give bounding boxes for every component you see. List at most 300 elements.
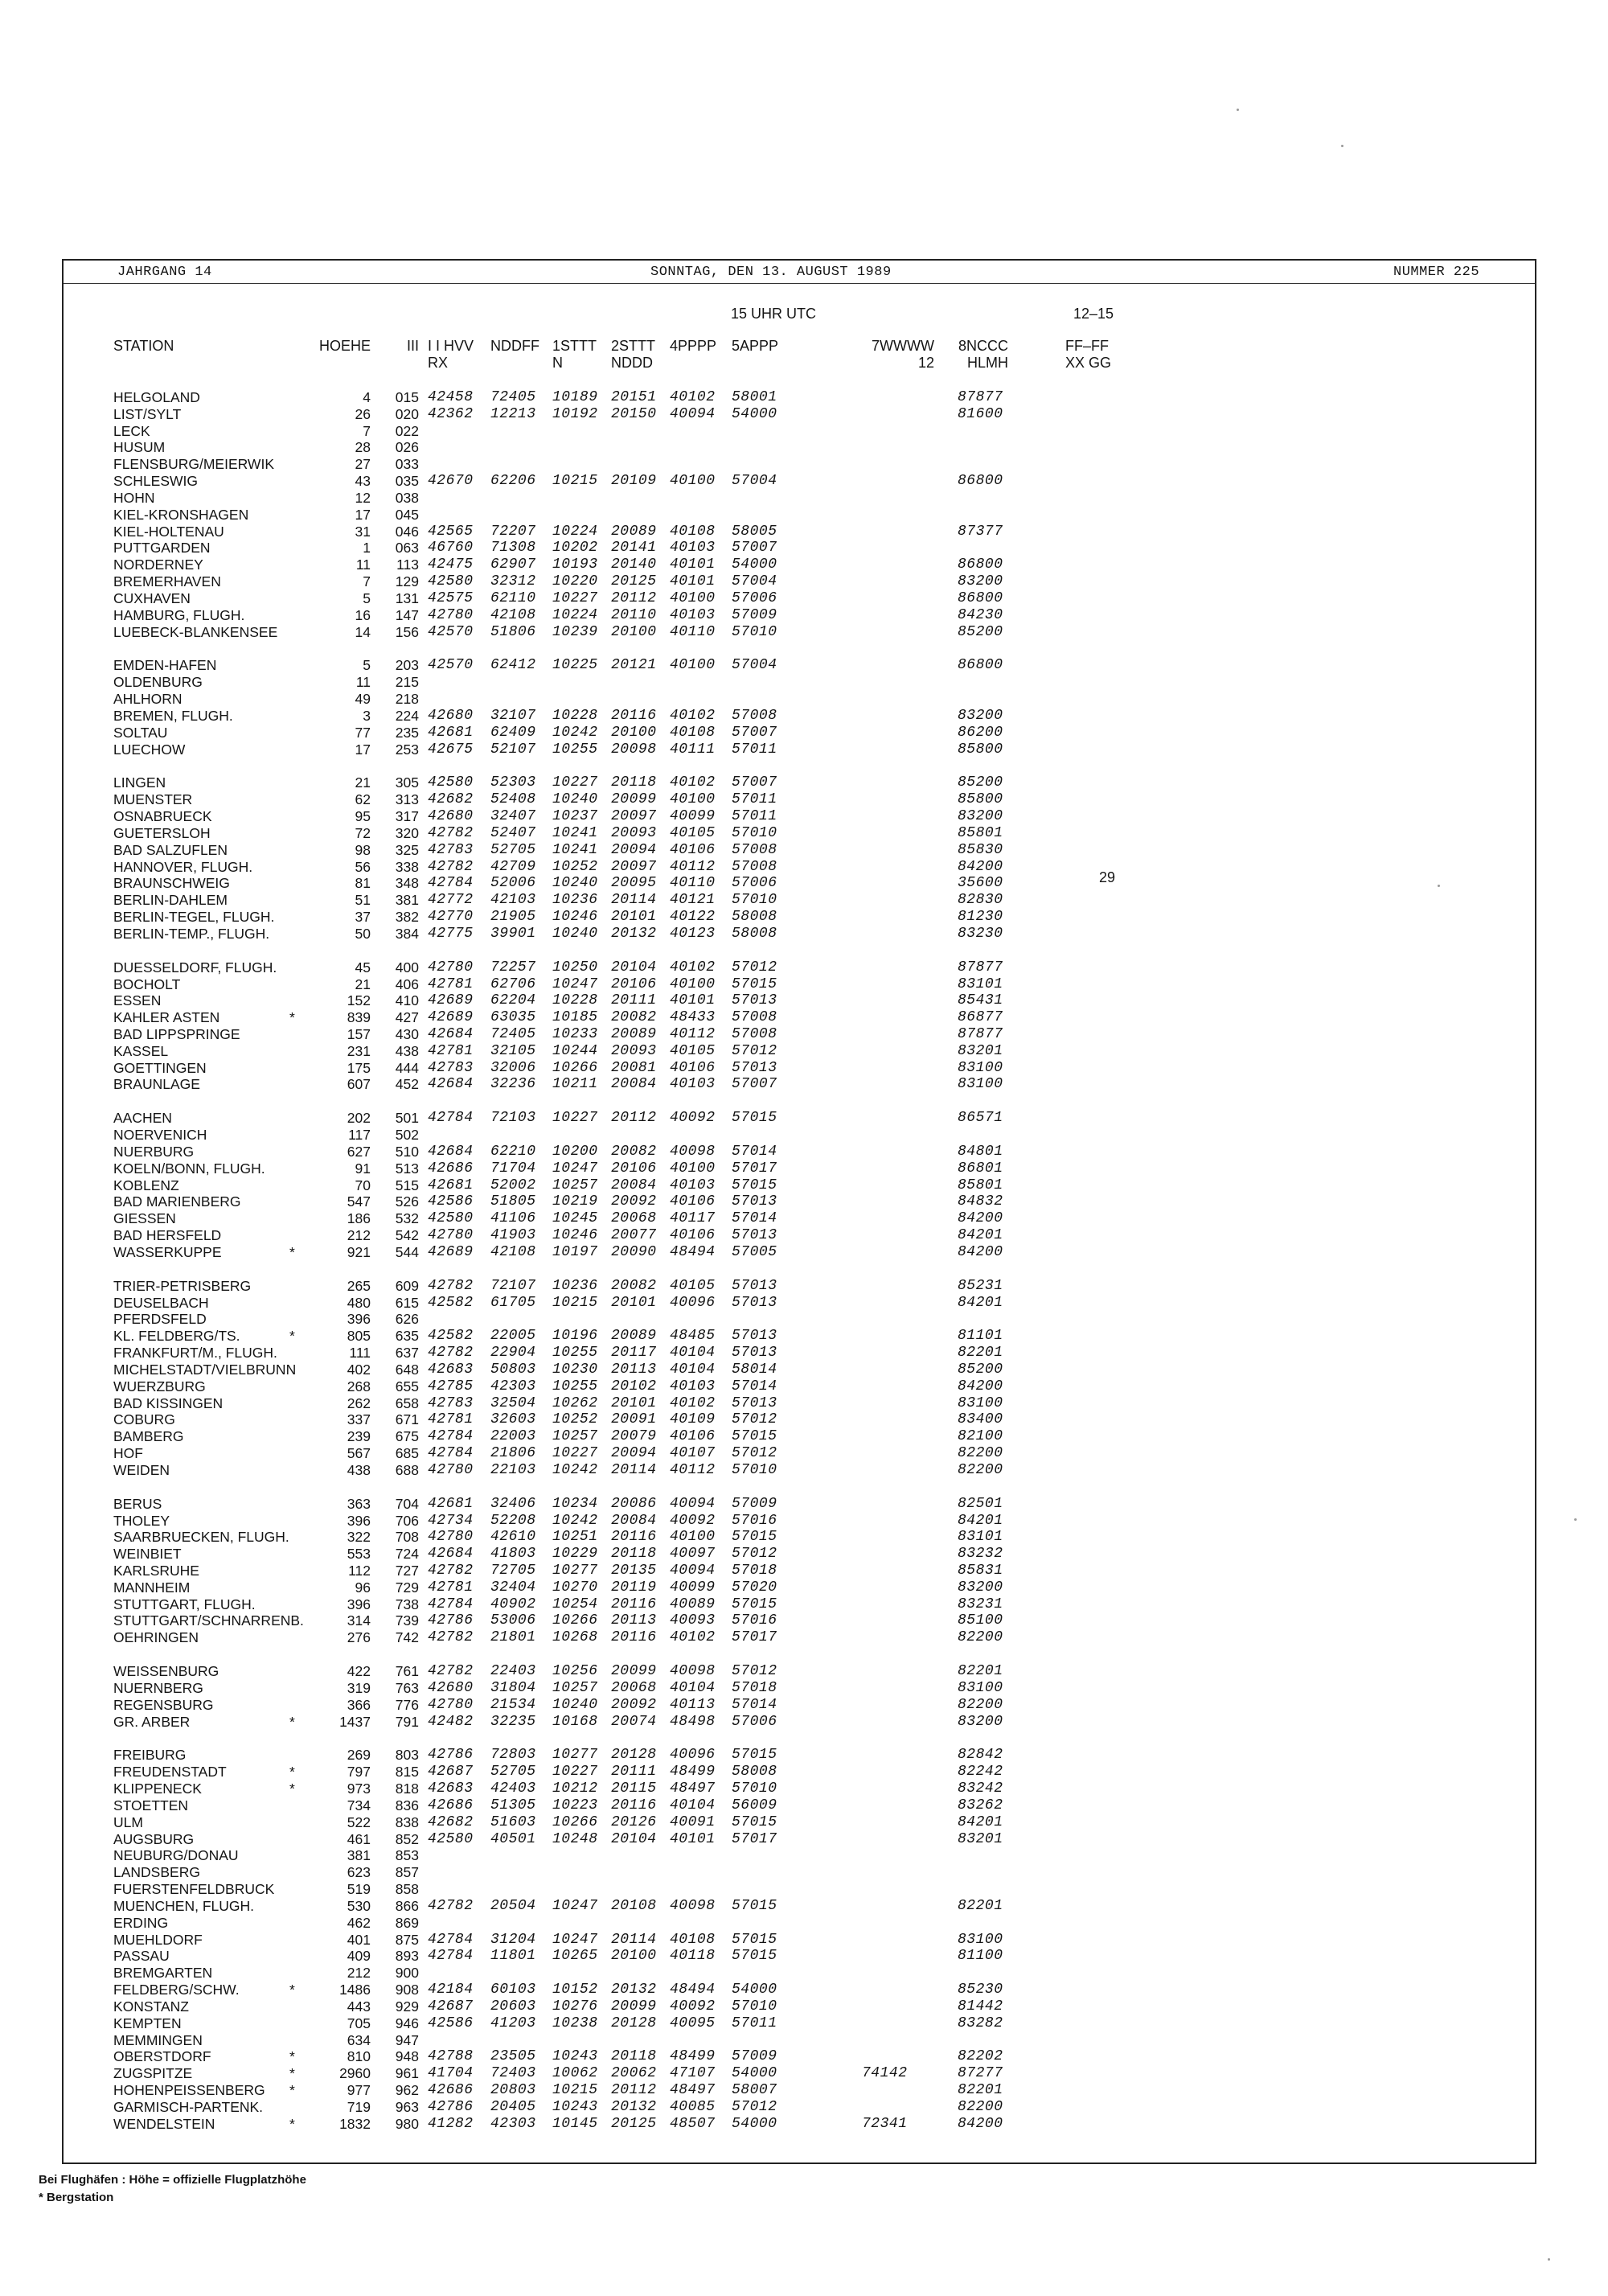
code-hvv: 42682 — [428, 791, 474, 808]
code-1sttt: 10220 — [552, 573, 598, 590]
code-hvv: 42686 — [428, 2082, 474, 2099]
code-4pppp: 40089 — [670, 1596, 716, 1612]
code-4pppp: 40100 — [670, 657, 716, 674]
station-height: 2960 — [339, 2065, 371, 2082]
station-height: 14 — [355, 623, 371, 640]
code-nddff: 42103 — [490, 892, 536, 909]
code-4pppp: 40102 — [670, 774, 716, 791]
station-name: HOHN — [113, 489, 155, 506]
station-name: DEUSELBACH — [113, 1294, 209, 1311]
col-station: STATION — [113, 338, 174, 354]
station-name: LECK — [113, 422, 150, 439]
code-1sttt: 10255 — [552, 1378, 598, 1394]
code-1sttt: 10215 — [552, 2082, 598, 2099]
code-4pppp: 40108 — [670, 523, 716, 540]
code-nddff: 72103 — [490, 1110, 536, 1127]
station-height: 91 — [355, 1160, 371, 1177]
station-name: BRAUNSCHWEIG — [113, 875, 230, 892]
code-nddff: 32107 — [490, 707, 536, 724]
code-4pppp: 40100 — [670, 1160, 716, 1177]
table-row — [64, 456, 1535, 473]
code-1sttt: 10197 — [552, 1243, 598, 1260]
code-4pppp: 40107 — [670, 1445, 716, 1462]
station-height: 973 — [347, 1781, 371, 1797]
code-hvv: 42782 — [428, 1663, 474, 1680]
code-hvv: 41282 — [428, 2115, 474, 2132]
code-5appp: 57008 — [732, 858, 777, 875]
table-row — [64, 1663, 1535, 1680]
code-5appp: 57009 — [732, 606, 777, 623]
table-row — [64, 1462, 1535, 1479]
table-row — [64, 1513, 1535, 1530]
code-2sttt: 20084 — [611, 1076, 657, 1093]
code-8nccc: 85200 — [958, 1361, 1003, 1378]
code-5appp: 57013 — [732, 992, 777, 1009]
station-name: FRANKFURT/M., FLUGH. — [113, 1345, 277, 1362]
code-2sttt: 20140 — [611, 557, 657, 573]
station-name: MICHELSTADT/VIELBRUNN — [113, 1361, 297, 1378]
station-number: 818 — [395, 1781, 419, 1797]
code-8nccc: 83101 — [958, 975, 1003, 992]
code-4pppp: 40112 — [670, 858, 716, 875]
table-row — [64, 1378, 1535, 1395]
station-number: 963 — [395, 2098, 419, 2115]
code-8nccc: 82100 — [958, 1428, 1003, 1445]
station-number: 038 — [395, 489, 419, 506]
station-height: 402 — [347, 1361, 371, 1378]
code-nddff: 52107 — [490, 741, 536, 758]
code-hvv: 42680 — [428, 1679, 474, 1696]
mountain-marker: * — [289, 1328, 295, 1345]
code-nddff: 52408 — [490, 791, 536, 808]
code-2sttt: 20110 — [611, 606, 657, 623]
table-row — [64, 1160, 1535, 1177]
code-2sttt: 20116 — [611, 1596, 657, 1612]
code-nddff: 21801 — [490, 1629, 536, 1646]
code-1sttt: 10276 — [552, 1998, 598, 2015]
table-row — [64, 976, 1535, 993]
station-name: WEIDEN — [113, 1461, 170, 1478]
code-2sttt: 20097 — [611, 808, 657, 825]
code-hvv: 42781 — [428, 1042, 474, 1059]
code-1sttt: 10241 — [552, 841, 598, 858]
code-5appp: 57008 — [732, 841, 777, 858]
speck — [1438, 885, 1440, 887]
station-height: 12 — [355, 489, 371, 506]
code-5appp: 57006 — [732, 1713, 777, 1730]
station-height: 265 — [347, 1277, 371, 1294]
code-5appp: 54000 — [732, 2065, 777, 2082]
code-hvv: 42570 — [428, 657, 474, 674]
code-hvv: 42784 — [428, 1948, 474, 1965]
code-nddff: 51603 — [490, 1813, 536, 1830]
station-height: 16 — [355, 606, 371, 623]
group-gap — [64, 1479, 1535, 1496]
code-hvv: 42772 — [428, 892, 474, 909]
code-hvv: 42582 — [428, 1294, 474, 1311]
code-hvv: 42680 — [428, 808, 474, 825]
station-height: 797 — [347, 1764, 371, 1781]
table-row — [64, 1764, 1535, 1781]
table-row — [64, 540, 1535, 557]
code-5appp: 57007 — [732, 540, 777, 557]
code-4pppp: 40118 — [670, 1948, 716, 1965]
station-number: 742 — [395, 1629, 419, 1646]
mountain-marker: * — [289, 1713, 295, 1730]
station-height: 37 — [355, 909, 371, 926]
code-2sttt: 20095 — [611, 875, 657, 892]
code-8nccc: 83231 — [958, 1596, 1003, 1612]
code-8nccc: 83100 — [958, 1679, 1003, 1696]
code-5appp: 57012 — [732, 2098, 777, 2115]
station-name: KLIPPENECK — [113, 1781, 202, 1797]
table-row — [64, 2065, 1535, 2082]
code-4pppp: 40100 — [670, 791, 716, 808]
code-1sttt: 10265 — [552, 1948, 598, 1965]
table-row — [64, 1445, 1535, 1462]
code-5appp: 57013 — [732, 1277, 777, 1294]
station-name: GUETERSLOH — [113, 824, 211, 841]
code-4pppp: 40104 — [670, 1361, 716, 1378]
station-number: 147 — [395, 606, 419, 623]
station-number: 836 — [395, 1797, 419, 1813]
code-8nccc: 82201 — [958, 1663, 1003, 1680]
code-4pppp: 48494 — [670, 1243, 716, 1260]
code-2sttt: 20116 — [611, 1629, 657, 1646]
code-hvv: 42780 — [428, 1696, 474, 1713]
station-name: WEINBIET — [113, 1546, 182, 1563]
station-height: 366 — [347, 1696, 371, 1713]
station-name: BREMERHAVEN — [113, 573, 221, 590]
code-5appp: 58001 — [732, 389, 777, 405]
code-5appp: 57004 — [732, 473, 777, 490]
station-height: 7 — [363, 422, 371, 439]
station-name: STUTTGART/SCHNARRENB. — [113, 1612, 304, 1629]
table-row — [64, 1144, 1535, 1160]
station-number: 544 — [395, 1243, 419, 1260]
station-number: 015 — [395, 389, 419, 405]
code-5appp: 57011 — [732, 808, 777, 825]
code-2sttt: 20112 — [611, 1110, 657, 1127]
code-nddff: 62409 — [490, 724, 536, 741]
station-height: 17 — [355, 506, 371, 523]
group-gap — [64, 640, 1535, 657]
code-2sttt: 20102 — [611, 1378, 657, 1394]
code-8nccc: 83100 — [958, 1076, 1003, 1093]
code-5appp: 57004 — [732, 573, 777, 590]
code-8nccc: 84801 — [958, 1143, 1003, 1160]
station-number: 400 — [395, 959, 419, 975]
code-5appp: 57015 — [732, 1948, 777, 1965]
code-8nccc: 82200 — [958, 1696, 1003, 1713]
station-name: FELDBERG/SCHW. — [113, 1982, 240, 1998]
station-name: ULM — [113, 1813, 143, 1830]
station-number: 761 — [395, 1663, 419, 1680]
code-nddff: 32235 — [490, 1713, 536, 1730]
code-hvv: 42687 — [428, 1764, 474, 1781]
code-4pppp: 40122 — [670, 909, 716, 926]
code-1sttt: 10227 — [552, 589, 598, 606]
station-name: KIEL-KRONSHAGEN — [113, 506, 249, 523]
mountain-marker: * — [289, 1764, 295, 1781]
station-number: 704 — [395, 1495, 419, 1512]
station-number: 410 — [395, 992, 419, 1009]
station-height: 21 — [355, 975, 371, 992]
station-number: 980 — [395, 2115, 419, 2132]
code-4pppp: 40106 — [670, 1193, 716, 1210]
code-hvv: 42475 — [428, 557, 474, 573]
station-height: 51 — [355, 892, 371, 909]
code-4pppp: 40100 — [670, 473, 716, 490]
code-8nccc: 86571 — [958, 1110, 1003, 1127]
table-row — [64, 389, 1535, 406]
station-height: 70 — [355, 1177, 371, 1193]
code-hvv: 42782 — [428, 1563, 474, 1579]
code-1sttt: 10237 — [552, 808, 598, 825]
code-nddff: 42403 — [490, 1781, 536, 1797]
station-name: FLENSBURG/MEIERWIK — [113, 456, 274, 473]
code-nddff: 32603 — [490, 1411, 536, 1428]
code-nddff: 22003 — [490, 1428, 536, 1445]
table-row — [64, 1529, 1535, 1546]
station-number: 815 — [395, 1764, 419, 1781]
station-number: 382 — [395, 909, 419, 926]
code-nddff: 62412 — [490, 657, 536, 674]
code-nddff: 53006 — [490, 1612, 536, 1629]
table-row — [64, 1395, 1535, 1412]
station-height: 396 — [347, 1311, 371, 1328]
table-row — [64, 1546, 1535, 1563]
station-number: 739 — [395, 1612, 419, 1629]
code-4pppp: 40103 — [670, 540, 716, 557]
code-1sttt: 10242 — [552, 724, 598, 741]
code-nddff: 41803 — [490, 1546, 536, 1563]
station-height: 95 — [355, 808, 371, 825]
code-1sttt: 10243 — [552, 2048, 598, 2065]
code-nddff: 42709 — [490, 858, 536, 875]
table-row — [64, 423, 1535, 440]
code-nddff: 20603 — [490, 1998, 536, 2015]
table-row — [64, 657, 1535, 674]
code-4pppp: 40097 — [670, 1546, 716, 1563]
code-8nccc: 81230 — [958, 909, 1003, 926]
code-2sttt: 20111 — [611, 992, 657, 1009]
code-nddff: 52002 — [490, 1177, 536, 1193]
mountain-marker: * — [289, 2065, 295, 2082]
station-name: KONSTANZ — [113, 1998, 189, 2015]
code-8nccc: 86800 — [958, 589, 1003, 606]
station-number: 724 — [395, 1546, 419, 1563]
col-hvv: I I HVV RX — [428, 338, 474, 371]
station-name: BAD KISSINGEN — [113, 1394, 224, 1411]
table-row — [64, 1881, 1535, 1898]
code-hvv: 42786 — [428, 2098, 474, 2115]
code-1sttt: 10223 — [552, 1797, 598, 1813]
code-nddff: 32404 — [490, 1579, 536, 1596]
table-row — [64, 1612, 1535, 1629]
station-number: 708 — [395, 1529, 419, 1546]
station-height: 62 — [355, 791, 371, 808]
station-name: SCHLESWIG — [113, 473, 199, 490]
station-height: 810 — [347, 2048, 371, 2065]
station-height: 11 — [355, 674, 371, 691]
code-2sttt: 20106 — [611, 975, 657, 992]
station-height: 111 — [349, 1345, 371, 1362]
code-8nccc: 87877 — [958, 389, 1003, 405]
station-name: KIEL-HOLTENAU — [113, 523, 224, 540]
code-2sttt: 20150 — [611, 405, 657, 422]
code-4pppp: 40123 — [670, 925, 716, 942]
code-5appp: 57015 — [732, 1897, 777, 1914]
code-8nccc: 85831 — [958, 1563, 1003, 1579]
station-height: 49 — [355, 691, 371, 708]
code-2sttt: 20109 — [611, 473, 657, 490]
code-8nccc: 83232 — [958, 1546, 1003, 1563]
station-height: 719 — [347, 2098, 371, 2115]
code-1sttt: 10246 — [552, 1227, 598, 1244]
code-4pppp: 48499 — [670, 2048, 716, 2065]
code-1sttt: 10236 — [552, 892, 598, 909]
code-nddff: 21534 — [490, 1696, 536, 1713]
code-5appp: 57013 — [732, 1193, 777, 1210]
table-row — [64, 791, 1535, 808]
station-height: 319 — [347, 1679, 371, 1696]
code-1sttt: 10240 — [552, 925, 598, 942]
station-name: LUEBECK-BLANKENSEE — [113, 623, 278, 640]
code-4pppp: 40101 — [670, 557, 716, 573]
station-name: OSNABRUECK — [113, 808, 212, 825]
station-height: 98 — [355, 841, 371, 858]
code-8nccc: 86877 — [958, 1009, 1003, 1026]
code-1sttt: 10236 — [552, 1277, 598, 1294]
code-5appp: 57013 — [732, 1345, 777, 1362]
station-name: GOETTINGEN — [113, 1059, 207, 1076]
code-hvv: 42783 — [428, 1394, 474, 1411]
station-height: 1437 — [339, 1713, 371, 1730]
code-hvv: 42680 — [428, 707, 474, 724]
code-2sttt: 20141 — [611, 540, 657, 557]
mountain-marker: * — [289, 2082, 295, 2099]
code-5appp: 57017 — [732, 1830, 777, 1847]
speck — [1341, 145, 1343, 147]
table-row — [64, 1629, 1535, 1646]
code-8nccc: 82201 — [958, 1897, 1003, 1914]
table-row — [64, 1193, 1535, 1210]
station-number: 218 — [395, 691, 419, 708]
code-5appp: 58008 — [732, 1764, 777, 1781]
station-height: 705 — [347, 2015, 371, 2031]
code-1sttt: 10227 — [552, 1110, 598, 1127]
table-row — [64, 1847, 1535, 1864]
station-name: PUTTGARDEN — [113, 540, 211, 557]
code-nddff: 60103 — [490, 1982, 536, 1998]
code-4pppp: 40105 — [670, 824, 716, 841]
station-number: 026 — [395, 439, 419, 456]
speck — [1237, 109, 1239, 111]
station-height: 202 — [347, 1110, 371, 1127]
table-row — [64, 725, 1535, 741]
code-4pppp: 40106 — [670, 1428, 716, 1445]
code-1sttt: 10250 — [552, 959, 598, 975]
table-row — [64, 1177, 1535, 1194]
station-name: NUERBURG — [113, 1143, 195, 1160]
code-1sttt: 10215 — [552, 1294, 598, 1311]
code-4pppp: 40117 — [670, 1210, 716, 1227]
code-4pppp: 48497 — [670, 1781, 716, 1797]
code-4pppp: 40102 — [670, 1629, 716, 1646]
code-2sttt: 20116 — [611, 1797, 657, 1813]
code-4pppp: 40092 — [670, 1110, 716, 1127]
table-row — [64, 992, 1535, 1009]
code-5appp: 57014 — [732, 1143, 777, 1160]
code-2sttt: 20089 — [611, 1025, 657, 1042]
code-nddff: 42108 — [490, 606, 536, 623]
station-number: 325 — [395, 841, 419, 858]
code-2sttt: 20093 — [611, 824, 657, 841]
station-name: PASSAU — [113, 1948, 170, 1965]
station-number: 706 — [395, 1512, 419, 1529]
code-4pppp: 40101 — [670, 573, 716, 590]
code-5appp: 57012 — [732, 1411, 777, 1428]
table-row — [64, 741, 1535, 758]
station-name: HAMBURG, FLUGH. — [113, 606, 245, 623]
station-number: 444 — [395, 1059, 419, 1076]
code-7wwww: 74142 — [862, 2065, 908, 2082]
code-4pppp: 40100 — [670, 589, 716, 606]
code-nddff: 61705 — [490, 1294, 536, 1311]
station-height: 268 — [347, 1378, 371, 1394]
code-hvv: 42687 — [428, 1998, 474, 2015]
code-8nccc: 81101 — [958, 1328, 1003, 1345]
code-2sttt: 20099 — [611, 1663, 657, 1680]
mountain-marker: * — [289, 1781, 295, 1797]
code-5appp: 57015 — [732, 1110, 777, 1127]
station-number: 655 — [395, 1378, 419, 1394]
station-height: 3 — [363, 707, 371, 724]
code-hvv: 42782 — [428, 858, 474, 875]
station-height: 7 — [363, 573, 371, 590]
code-4pppp: 47107 — [670, 2065, 716, 2082]
station-name: BREMEN, FLUGH. — [113, 707, 233, 724]
station-height: 56 — [355, 858, 371, 875]
code-8nccc: 86801 — [958, 1160, 1003, 1177]
station-height: 31 — [355, 523, 371, 540]
code-hvv: 42570 — [428, 623, 474, 640]
station-height: 553 — [347, 1546, 371, 1563]
station-name: LINGEN — [113, 774, 166, 791]
table-row — [64, 825, 1535, 842]
code-8nccc: 82201 — [958, 1345, 1003, 1362]
code-nddff: 52705 — [490, 1764, 536, 1781]
code-2sttt: 20100 — [611, 724, 657, 741]
code-1sttt: 10270 — [552, 1579, 598, 1596]
col-nddff: NDDFF — [490, 338, 539, 354]
code-hvv: 42683 — [428, 1781, 474, 1797]
code-hvv: 42783 — [428, 1059, 474, 1076]
station-height: 567 — [347, 1445, 371, 1462]
code-5appp: 57012 — [732, 1663, 777, 1680]
code-nddff: 32504 — [490, 1394, 536, 1411]
code-hvv: 42780 — [428, 1461, 474, 1478]
station-height: 175 — [347, 1059, 371, 1076]
code-4pppp: 48497 — [670, 2082, 716, 2099]
station-height: 112 — [348, 1563, 371, 1579]
code-hvv: 42684 — [428, 1076, 474, 1093]
code-4pppp: 40108 — [670, 1931, 716, 1948]
code-nddff: 71308 — [490, 540, 536, 557]
code-1sttt: 10189 — [552, 389, 598, 405]
table-row — [64, 557, 1535, 573]
